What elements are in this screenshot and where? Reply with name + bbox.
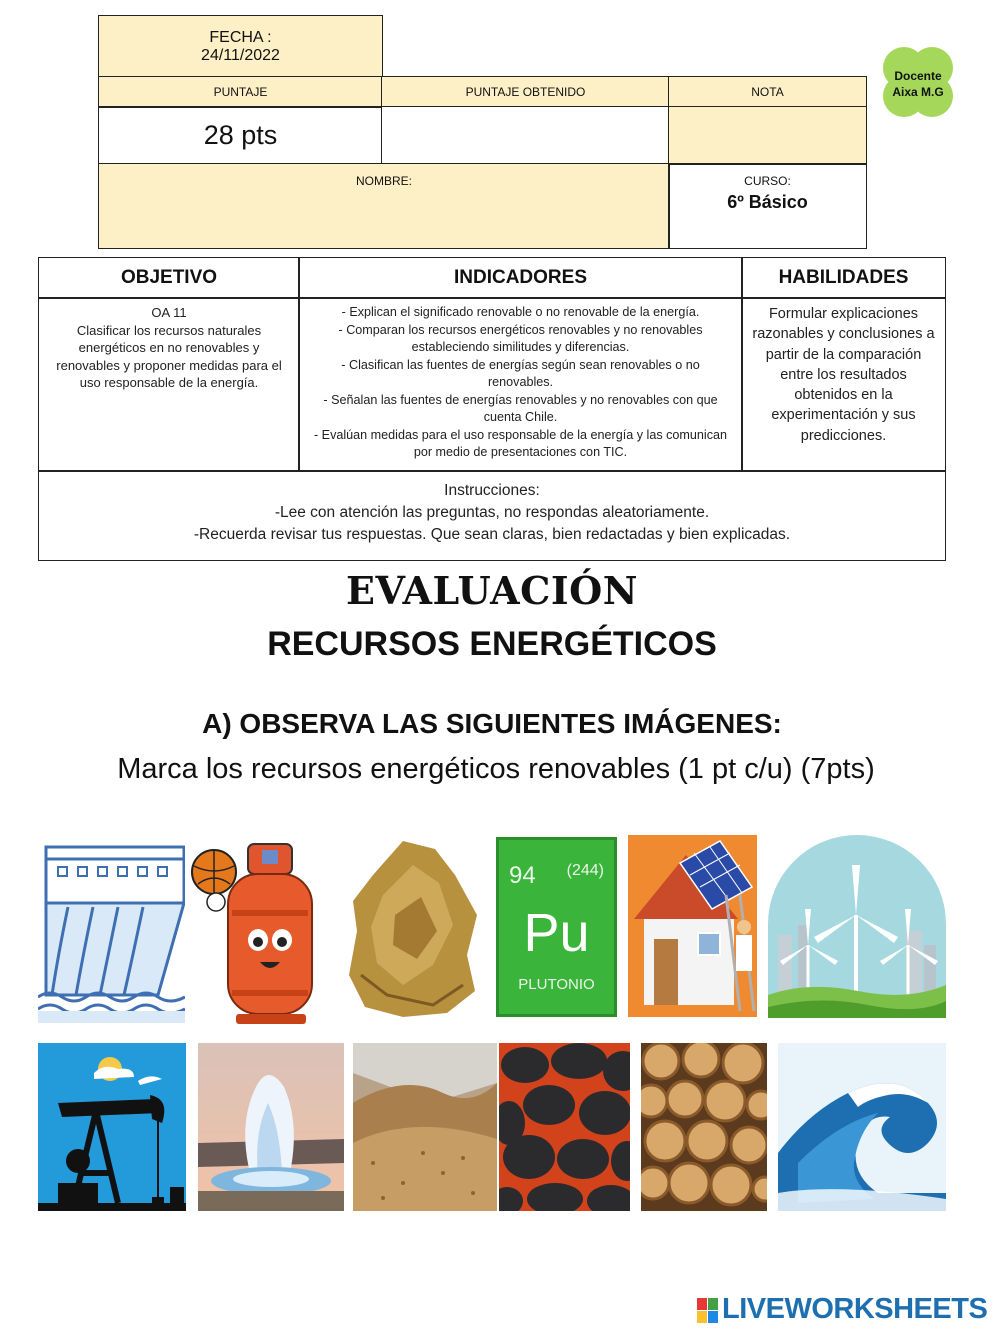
instrucciones-cell xyxy=(38,470,946,561)
ocean-wave-icon[interactable] xyxy=(778,1043,946,1211)
plutonium-name: PLUTONIO xyxy=(518,976,595,993)
fecha-cell xyxy=(98,15,383,78)
badge-line2: Aixa M.G xyxy=(892,85,944,99)
liveworksheets-logo-icon xyxy=(697,1298,719,1324)
habilidades-text: Formular explicaciones razonables y conclusiones a partir de la comparación entre los resultados obtenidos en la experimentación y sus predicciones. xyxy=(752,306,935,444)
dam-icon[interactable] xyxy=(38,845,185,1023)
header-objetivo: OBJETIVO xyxy=(38,257,300,299)
puntaje-label: PUNTAJE xyxy=(98,76,383,108)
nota-field[interactable] xyxy=(668,106,867,165)
page-subtitle: RECURSOS ENERGÉTICOS xyxy=(267,625,717,663)
liveworksheets-brand[interactable]: LIVEWORKSHEETS xyxy=(722,1293,988,1325)
habilidades-cell xyxy=(741,297,946,472)
curso-label: CURSO: xyxy=(744,174,791,188)
gas-cylinder-icon[interactable] xyxy=(188,840,332,1026)
section-heading: A) OBSERVA LAS SIGUIENTES IMÁGENES: xyxy=(202,708,782,739)
indicador-item: - Comparan los recursos energéticos renovables y no renovables estableciendo similitudes y diferencias. xyxy=(313,322,728,357)
fecha-value: 24/11/2022 xyxy=(201,46,280,64)
nombre-label: NOMBRE: xyxy=(355,174,412,188)
indicadores-cell xyxy=(298,297,743,472)
objetivo-cell xyxy=(38,297,300,472)
indicador-item: - Señalan las fuentes de energías renovables y no renovables con que cuenta Chile. xyxy=(313,392,728,427)
firewood-logs-icon[interactable] xyxy=(641,1043,767,1211)
instruccion-2: -Recuerda revisar tus respuestas. Que sean claras, bien redactadas y bien explicadas. xyxy=(193,526,791,543)
puntaje-obtenido-field[interactable] xyxy=(381,106,670,165)
header-habilidades: HABILIDADES xyxy=(741,257,946,299)
indicador-item: - Explican el significado renovable o no renovable de la energía. xyxy=(313,304,728,322)
plutonium-number: 94 xyxy=(509,862,536,889)
wind-turbines-icon[interactable] xyxy=(768,835,946,1018)
objetivo-code: OA 11 xyxy=(151,305,187,320)
geyser-icon[interactable] xyxy=(198,1043,344,1211)
page-title: EVALUACIÓN xyxy=(346,568,638,613)
indicador-item: - Evalúan medidas para el uso responsable de la energía y las comunican por medio de presentaciones con TIC. xyxy=(313,427,728,462)
header-indicadores: INDICADORES xyxy=(298,257,743,299)
puntaje-obtenido-label: PUNTAJE OBTENIDO xyxy=(381,76,670,108)
section-instruction: Marca los recursos energéticos renovables (1 pt c/u) (7pts) xyxy=(117,753,875,785)
plutonium-element-icon[interactable] xyxy=(496,837,617,1017)
plutonium-mass: (244) xyxy=(566,862,604,879)
oil-pump-icon[interactable] xyxy=(38,1043,186,1211)
puntaje-value: 28 pts xyxy=(98,106,383,165)
clover-badge xyxy=(876,42,960,124)
mineral-rock-icon[interactable] xyxy=(343,835,485,1020)
plutonium-symbol: Pu xyxy=(523,903,590,963)
instrucciones-title: Instrucciones: xyxy=(444,482,540,499)
nota-label: NOTA xyxy=(668,76,867,108)
badge-text xyxy=(876,68,960,100)
solar-house-icon[interactable] xyxy=(628,835,757,1017)
badge-line1: Docente xyxy=(894,69,942,83)
indicador-item: - Clasifican las fuentes de energías según sean renovables o no renovables. xyxy=(313,357,728,392)
curso-cell xyxy=(668,163,867,249)
fecha-label: FECHA : xyxy=(209,28,272,46)
nombre-field[interactable] xyxy=(98,163,670,249)
burning-coal-icon[interactable] xyxy=(499,1043,630,1211)
curso-value: 6º Básico xyxy=(727,192,808,212)
objetivo-text: Clasificar los recursos naturales energéticos en no renovables y renovables y proponer medidas para el uso responsable de la energía. xyxy=(56,322,282,390)
instruccion-1: -Lee con atención las preguntas, no respondas aleatoriamente. xyxy=(274,504,710,521)
biomass-sawdust-icon[interactable] xyxy=(353,1043,497,1211)
